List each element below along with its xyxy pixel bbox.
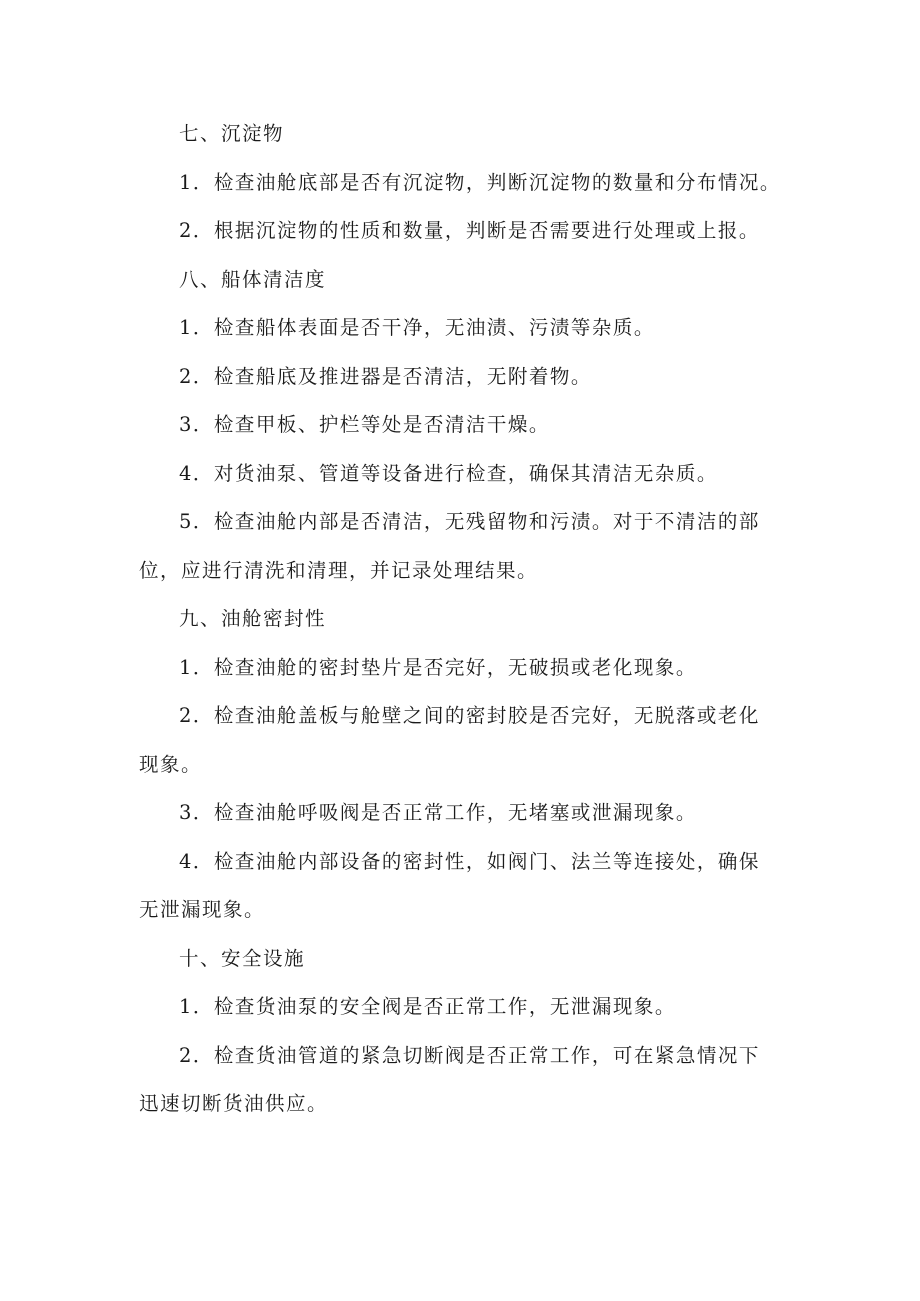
section-heading-7: 七、沉淀物	[179, 122, 285, 145]
list-item-continuation: 迅速切断货油供应。	[139, 1092, 329, 1115]
list-item: 1．检查油舱底部是否有沉淀物，判断沉淀物的数量和分布情况。	[179, 170, 781, 194]
list-item: 2．检查船底及推进器是否清洁，无附着物。	[179, 364, 592, 388]
list-item: 1．检查油舱的密封垫片是否完好，无破损或老化现象。	[179, 655, 697, 679]
section-heading-8: 八、船体清洁度	[179, 267, 327, 291]
list-item: 3．检查油舱呼吸阀是否正常工作，无堵塞或泄漏现象。	[179, 801, 697, 824]
list-item: 1．检查货油泵的安全阀是否正常工作，无泄漏现象。	[179, 995, 676, 1018]
list-item: 2．根据沉淀物的性质和数量，判断是否需要进行处理或上报。	[179, 219, 760, 242]
list-item: 5．检查油舱内部是否清洁，无残留物和污渍。对于不清洁的部	[179, 510, 760, 533]
list-item: 1．检查船体表面是否干净，无油渍、污渍等杂质。	[179, 316, 655, 339]
list-item-continuation: 现象。	[139, 752, 203, 776]
list-item-continuation: 位，应进行清洗和清理，并记录处理结果。	[139, 558, 539, 582]
list-item: 3．检查甲板、护栏等处是否清洁干燥。	[179, 413, 550, 436]
list-item: 2．检查货油管道的紧急切断阀是否正常工作，可在紧急情况下	[179, 1043, 760, 1067]
list-item-continuation: 无泄漏现象。	[139, 898, 266, 921]
document-body	[139, 110, 789, 1129]
list-item: 4．对货油泵、管道等设备进行检查，确保其清洁无杂质。	[179, 461, 718, 485]
list-item: 4．检查油舱内部设备的密封性，如阀门、法兰等连接处，确保	[179, 849, 760, 873]
section-heading-10: 十、安全设施	[179, 946, 306, 970]
section-heading-9: 九、油舱密封性	[179, 607, 327, 630]
list-item: 2．检查油舱盖板与舱壁之间的密封胶是否完好，无脱落或老化	[179, 704, 760, 727]
